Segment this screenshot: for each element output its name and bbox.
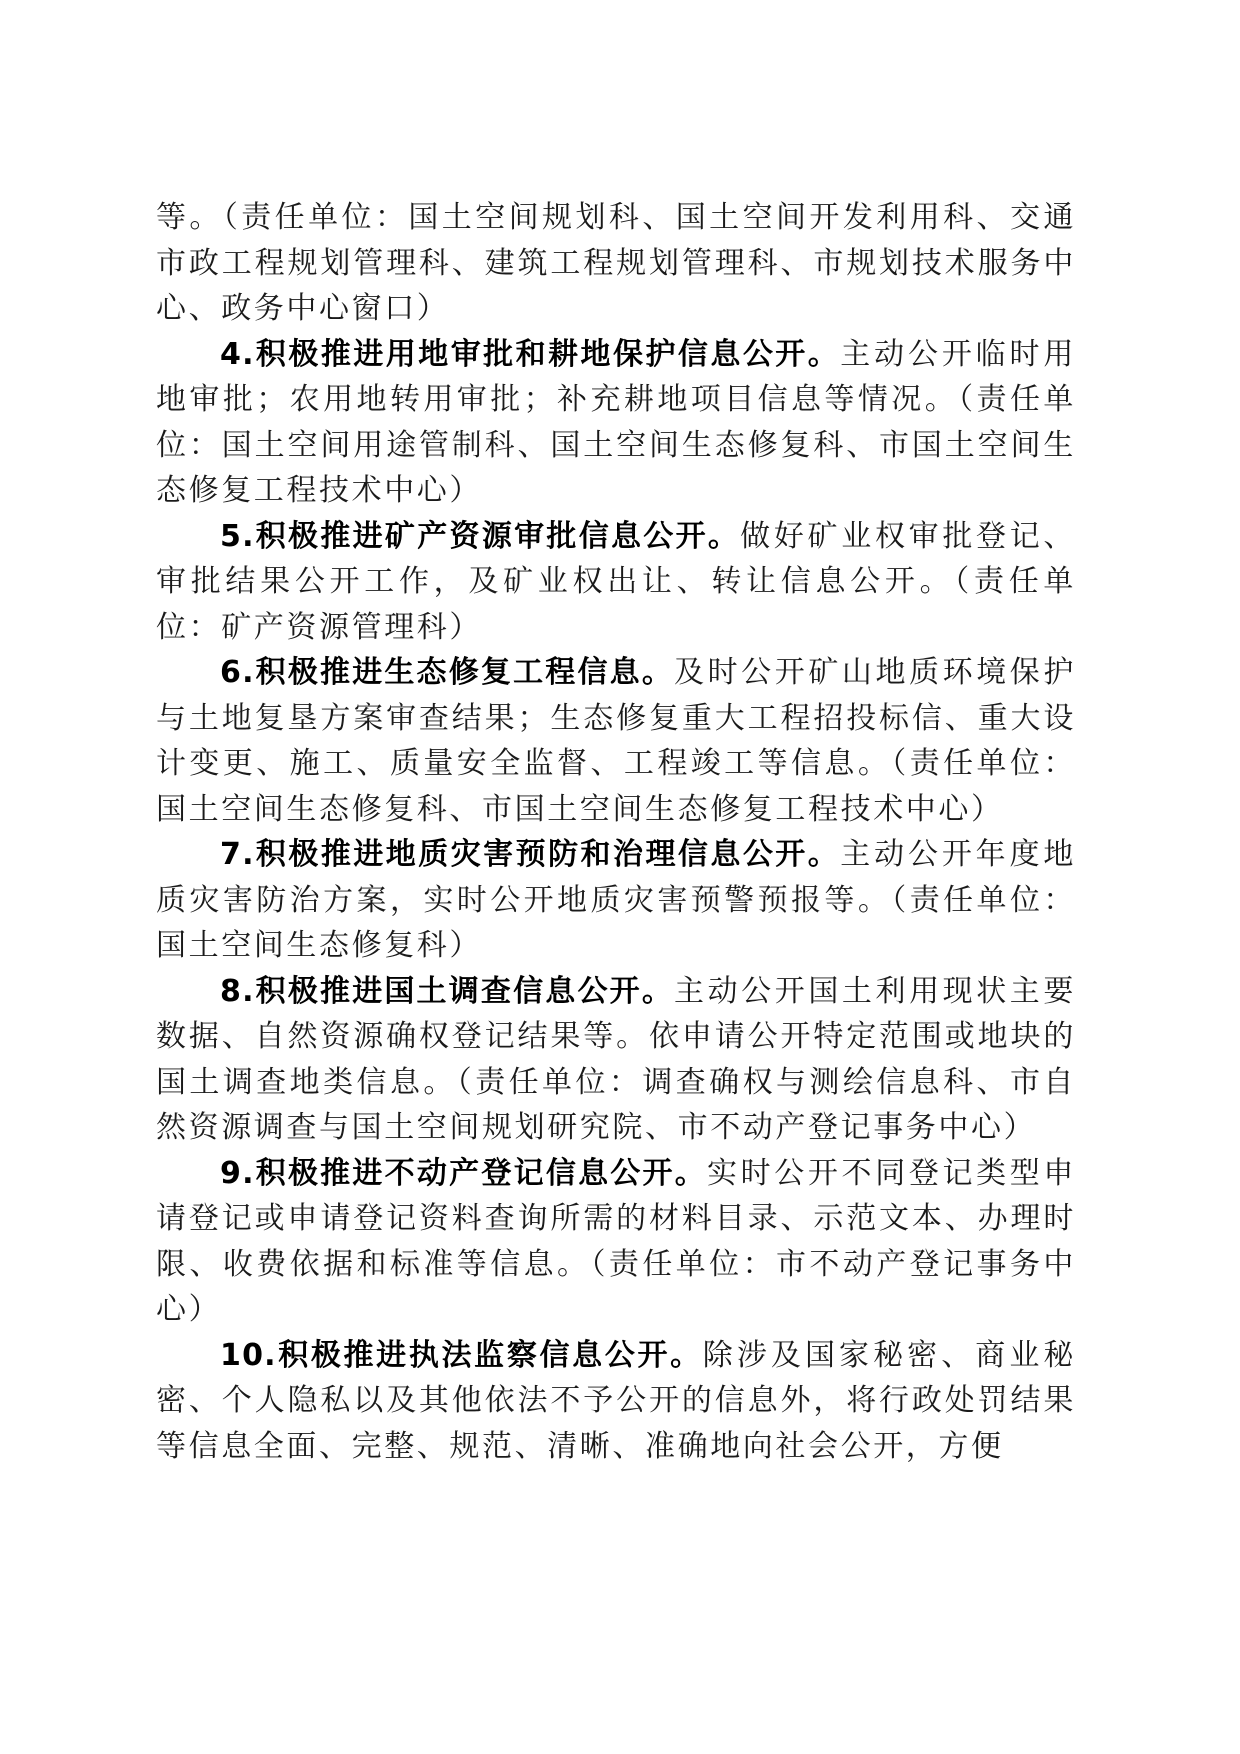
paragraph-text: 主动公开国土利用现状主要数据、自然资源确权登记结果等。依申请公开特定范围或地块的国土调查地类信息。（责任单位：调查确权与测绘信息科、市自然资源调查与国土空间规划研究院、市不动产登记事务中心）: [156, 973, 1076, 1145]
paragraph-heading: 9.积极推进不动产登记信息公开。: [220, 1155, 708, 1191]
paragraph-text: 及时公开矿山地质环境保护与土地复垦方案审查结果；生态修复重大工程招投标信、重大设计变更、施工、质量安全监督、工程竣工等信息。（责任单位：国土空间生态修复科、市国土空间生态修复工程技术中心）: [156, 655, 1076, 827]
paragraph-item-7: [156, 832, 1076, 969]
paragraph-item-5: [156, 514, 1076, 651]
paragraph-text: 实时公开不同登记类型申请登记或申请登记资料查询所需的材料目录、示范文本、办理时限、收费依据和标准等信息。（责任单位：市不动产登记事务中心）: [156, 1155, 1076, 1327]
paragraph-heading: 7.积极推进地质灾害预防和治理信息公开。: [220, 837, 841, 872]
paragraph-heading: 5.积极推进矿产资源审批信息公开。: [220, 518, 741, 554]
paragraph-heading: 8.积极推进国土调查信息公开。: [220, 973, 674, 1009]
paragraph-item-6: [156, 650, 1076, 832]
paragraph-text: 主动公开临时用地审批；农用地转用审批；补充耕地项目信息等情况。（责任单位：国土空间用途管制科、国土空间生态修复科、市国土空间生态修复工程技术中心）: [156, 336, 1076, 508]
paragraph-continuation: [156, 195, 1076, 332]
paragraph-heading: 6.积极推进生态修复工程信息。: [220, 655, 674, 690]
paragraph-item-4: [156, 332, 1076, 514]
paragraph-text: 除涉及国家秘密、商业秘密、个人隐私以及其他依法不予公开的信息外，将行政处罚结果等信息全面、完整、规范、清晰、准确地向社会公开，方便: [156, 1337, 1076, 1464]
document-body: [156, 195, 1076, 1469]
paragraph-item-10: [156, 1333, 1076, 1470]
paragraph-text: 做好矿业权审批登记、审批结果公开工作，及矿业权出让、转让信息公开。（责任单位：矿产资源管理科）: [156, 518, 1077, 645]
paragraph-heading: 10.积极推进执法监察信息公开。: [220, 1337, 703, 1373]
paragraph-item-8: [156, 969, 1076, 1151]
paragraph-text: 等。（责任单位：国土空间规划科、国土空间开发利用科、交通市政工程规划管理科、建筑工程规划管理科、市规划技术服务中心、政务中心窗口）: [156, 200, 1076, 326]
paragraph-item-9: [156, 1151, 1076, 1333]
paragraph-heading: 4.积极推进用地审批和耕地保护信息公开。: [220, 336, 841, 372]
paragraph-text: 主动公开年度地质灾害防治方案，实时公开地质灾害预警预报等。（责任单位：国土空间生态修复科）: [156, 837, 1076, 963]
